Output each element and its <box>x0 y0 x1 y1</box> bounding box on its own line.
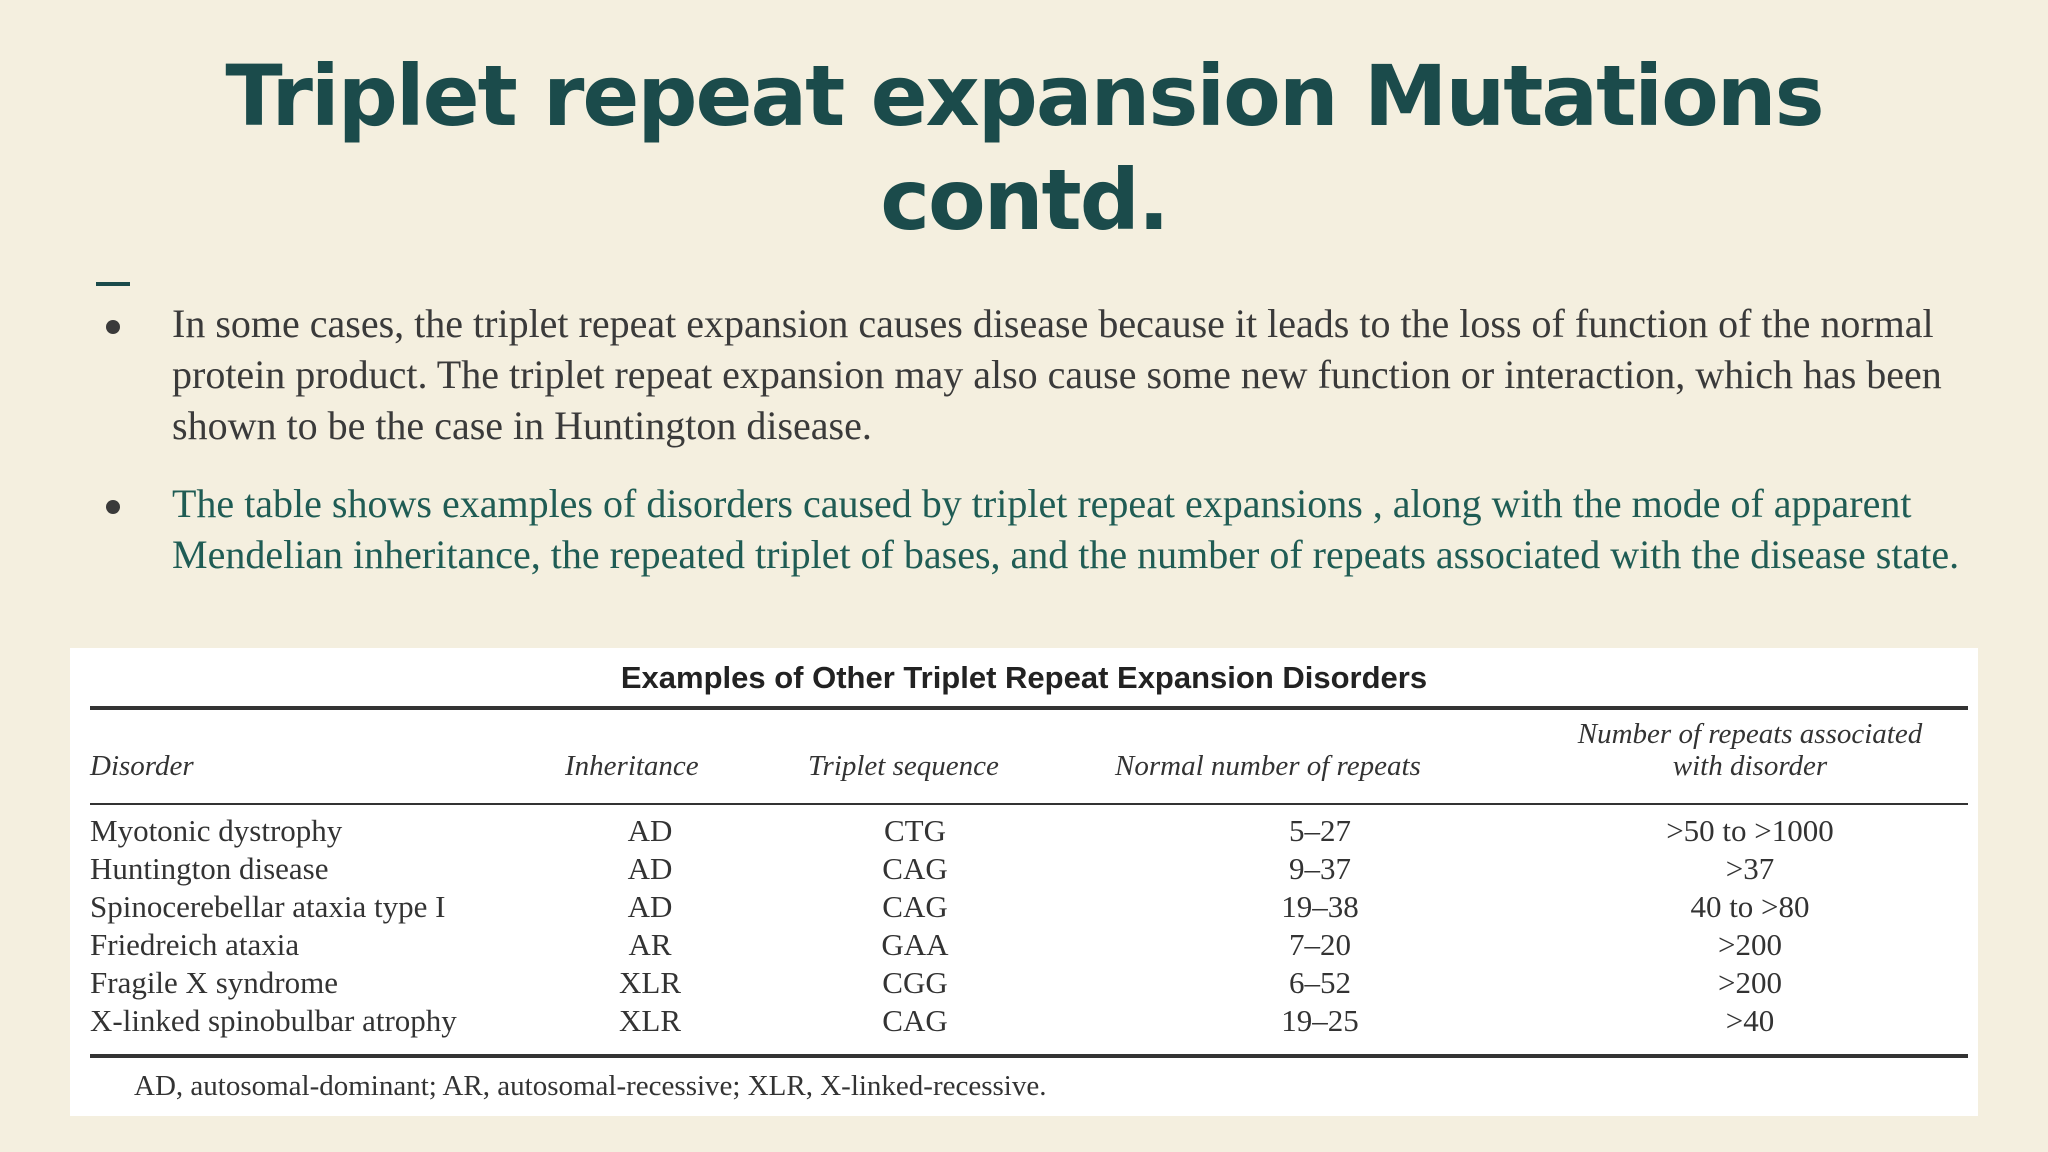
table-rule-header <box>90 803 1968 805</box>
header-disease-repeats <box>1550 718 1950 782</box>
bullet-dot-icon <box>106 320 120 334</box>
cell-triplet: CAG <box>882 851 948 886</box>
cell-inheritance: AD <box>627 889 673 924</box>
disorders-table <box>70 648 1978 1116</box>
cell-disease-repeats: >40 <box>1725 1003 1775 1038</box>
table-title: Examples of Other Triplet Repeat Expansion Disorders <box>620 660 1428 695</box>
cell-disorder: Friedreich ataxia <box>90 927 300 962</box>
table-rule-bottom <box>90 1054 1968 1058</box>
cell-triplet: CGG <box>882 965 948 1000</box>
cell-disease-repeats: >37 <box>1725 851 1775 886</box>
cell-inheritance: AD <box>627 813 673 848</box>
cell-normal-repeats: 5–27 <box>1289 813 1351 848</box>
cell-inheritance: AD <box>627 851 673 886</box>
cell-normal-repeats: 19–25 <box>1281 1003 1359 1038</box>
cell-triplet: GAA <box>881 927 949 962</box>
bullet-item <box>96 478 1976 580</box>
header-disease-line-2: with disorder <box>1672 750 1828 782</box>
cell-normal-repeats: 6–52 <box>1289 965 1351 1000</box>
title-divider <box>96 282 130 286</box>
slide-title: Triplet repeat expansion Mutations contd. <box>225 47 1823 249</box>
cell-inheritance: XLR <box>619 1003 681 1038</box>
cell-disease-repeats: >200 <box>1718 965 1782 1000</box>
header-normal-repeats: Normal number of repeats <box>1115 750 1421 782</box>
cell-triplet: CTG <box>884 813 946 848</box>
cell-triplet: CAG <box>882 889 948 924</box>
cell-inheritance: AR <box>628 927 672 962</box>
cell-disorder: X-linked spinobulbar atrophy <box>90 1003 457 1038</box>
cell-disorder: Fragile X syndrome <box>90 965 338 1000</box>
bullet-list <box>96 298 1976 580</box>
cell-disorder: Huntington disease <box>90 851 329 886</box>
cell-disease-repeats: >200 <box>1718 927 1782 962</box>
bullet-dot-icon <box>106 500 120 514</box>
cell-disorder: Spinocerebellar ataxia type I <box>90 889 446 924</box>
bullet-text: The table shows examples of disorders caused by triplet repeat expansions , along with the mode of apparent Mendelian inheritance, the repeated triplet of bases, and the number of repeats associated with the disease state. <box>172 481 1960 577</box>
table-footnote: AD, autosomal-dominant; AR, autosomal-recessive; XLR, X-linked-recessive. <box>134 1070 1047 1102</box>
cell-disease-repeats: 40 to >80 <box>1690 889 1810 924</box>
cell-disorder: Myotonic dystrophy <box>90 813 343 848</box>
bullet-text: In some cases, the triplet repeat expansion causes disease because it leads to the loss of function of the normal protein product. The triplet repeat expansion may also cause some new function or interaction, which has been shown to be the case in Huntington disease. <box>172 301 1942 448</box>
bullet-item <box>96 298 1976 451</box>
cell-normal-repeats: 9–37 <box>1289 851 1351 886</box>
header-triplet: Triplet sequence <box>808 750 999 782</box>
cell-triplet: CAG <box>882 1003 948 1038</box>
cell-disease-repeats: >50 to >1000 <box>1666 813 1834 848</box>
cell-normal-repeats: 19–38 <box>1281 889 1359 924</box>
header-disorder: Disorder <box>90 750 194 782</box>
table-rule-top <box>90 706 1968 710</box>
cell-normal-repeats: 7–20 <box>1289 927 1351 962</box>
header-disease-line-1: Number of repeats associated <box>1577 718 1923 750</box>
header-inheritance: Inheritance <box>565 750 699 782</box>
cell-inheritance: XLR <box>619 965 681 1000</box>
